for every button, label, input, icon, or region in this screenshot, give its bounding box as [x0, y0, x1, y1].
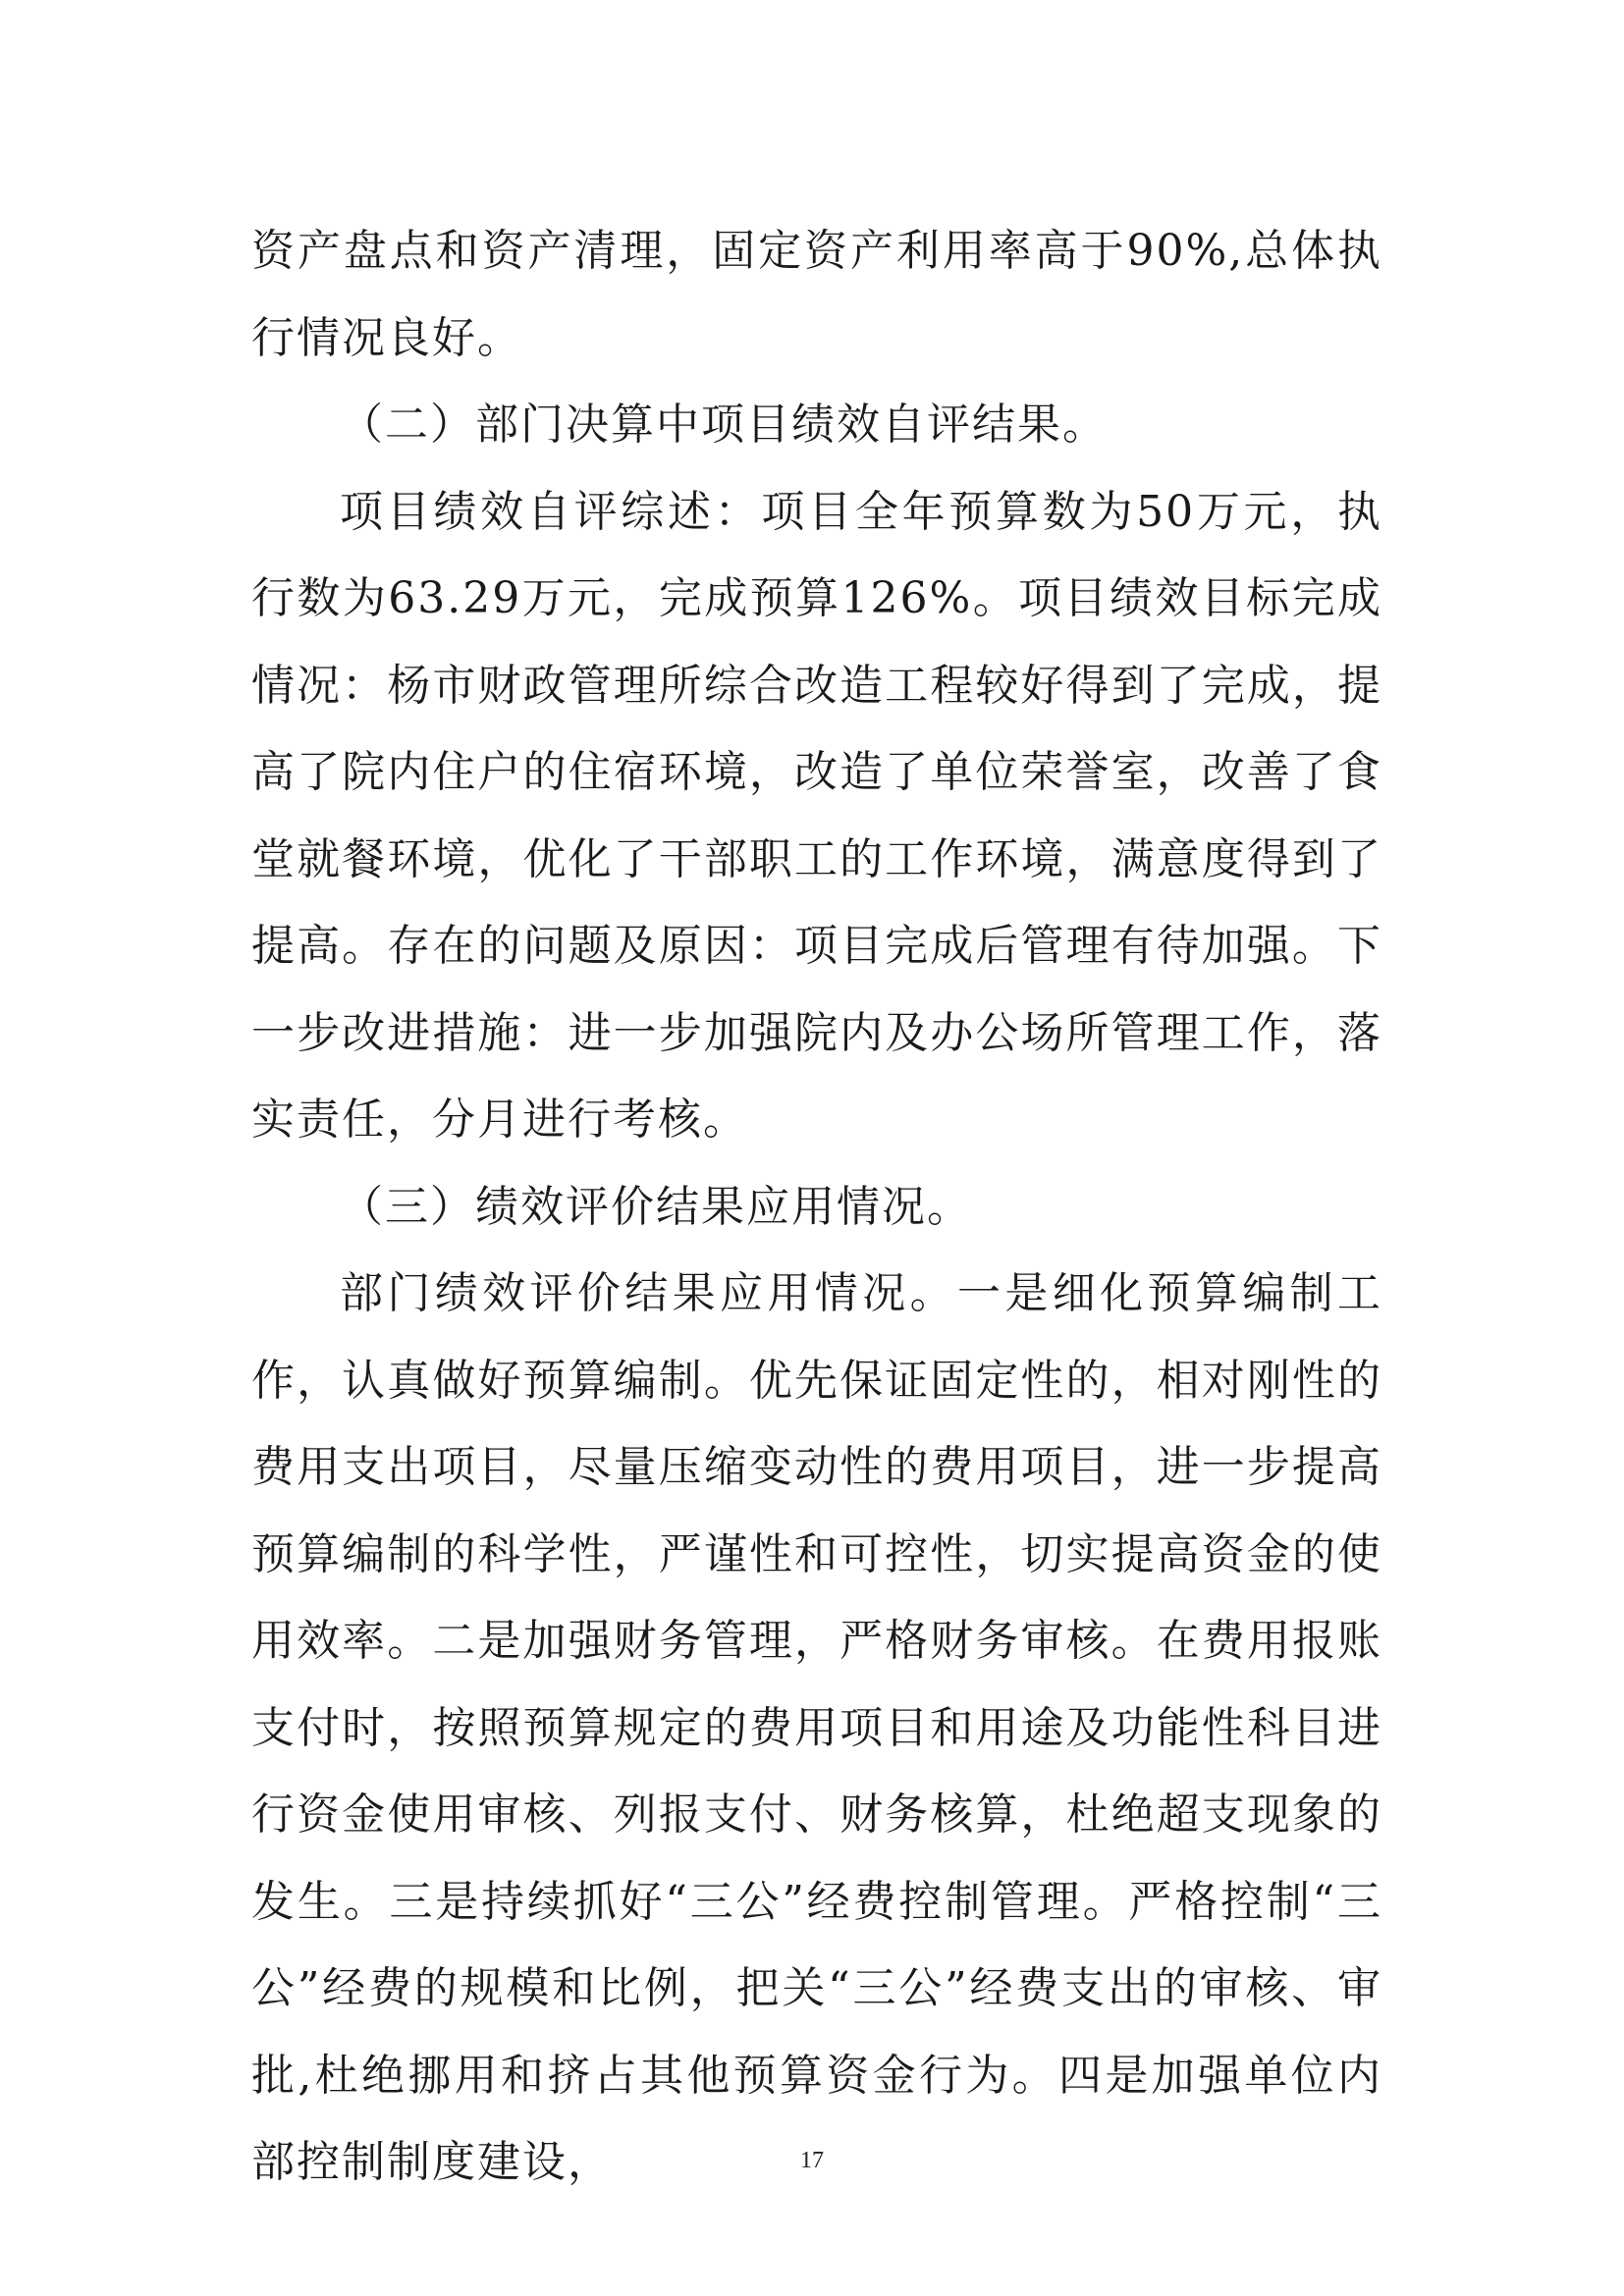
- paragraph-project-self-evaluation: 项目绩效自评综述：项目全年预算数为50万元，执行数为63.29万元，完成预算126%。项目绩效目标完成情况：杨市财政管理所综合改造工程较好得到了完成，提高了院内住户的住宿环境，改造了单位荣誉室，改善了食堂就餐环境，优化了干部职工的工作环境，满意度得到了提高。存在的问题及原因：项目完成后管理有待加强。下一步改进措施：进一步加强院内及办公场所管理工作，落实责任，分月进行考核。: [251, 486, 1382, 1145]
- section-heading-2: （二）部门决算中项目绩效自评结果。: [340, 400, 1108, 450]
- page-number: 17: [800, 2148, 824, 2173]
- section-heading-3: （三）绩效评价结果应用情况。: [340, 1181, 972, 1232]
- document-body: [251, 208, 1382, 2207]
- paragraph-result-application: 部门绩效评价结果应用情况。一是细化预算编制工作，认真做好预算编制。优先保证固定性的，相对刚性的费用支出项目，尽量压缩变动性的费用项目，进一步提高预算编制的科学性，严谨性和可控性，切实提高资金的使用效率。二是加强财务管理，严格财务审核。在费用报账支付时，按照预算规定的费用项目和用途及功能性科目进行资金使用审核、列报支付、财务核算，杜绝超支现象的发生。三是持续抓好“三公”经费控制管理。严格控制“三公”经费的规模和比例，把关“三公”经费支出的审核、审批,杜绝挪用和挤占其他预算资金行为。四是加强单位内部控制制度建设，: [251, 1268, 1382, 2187]
- paragraph-continuation: 资产盘点和资产清理，固定资产利用率高于90%,总体执行情况良好。: [251, 226, 1382, 363]
